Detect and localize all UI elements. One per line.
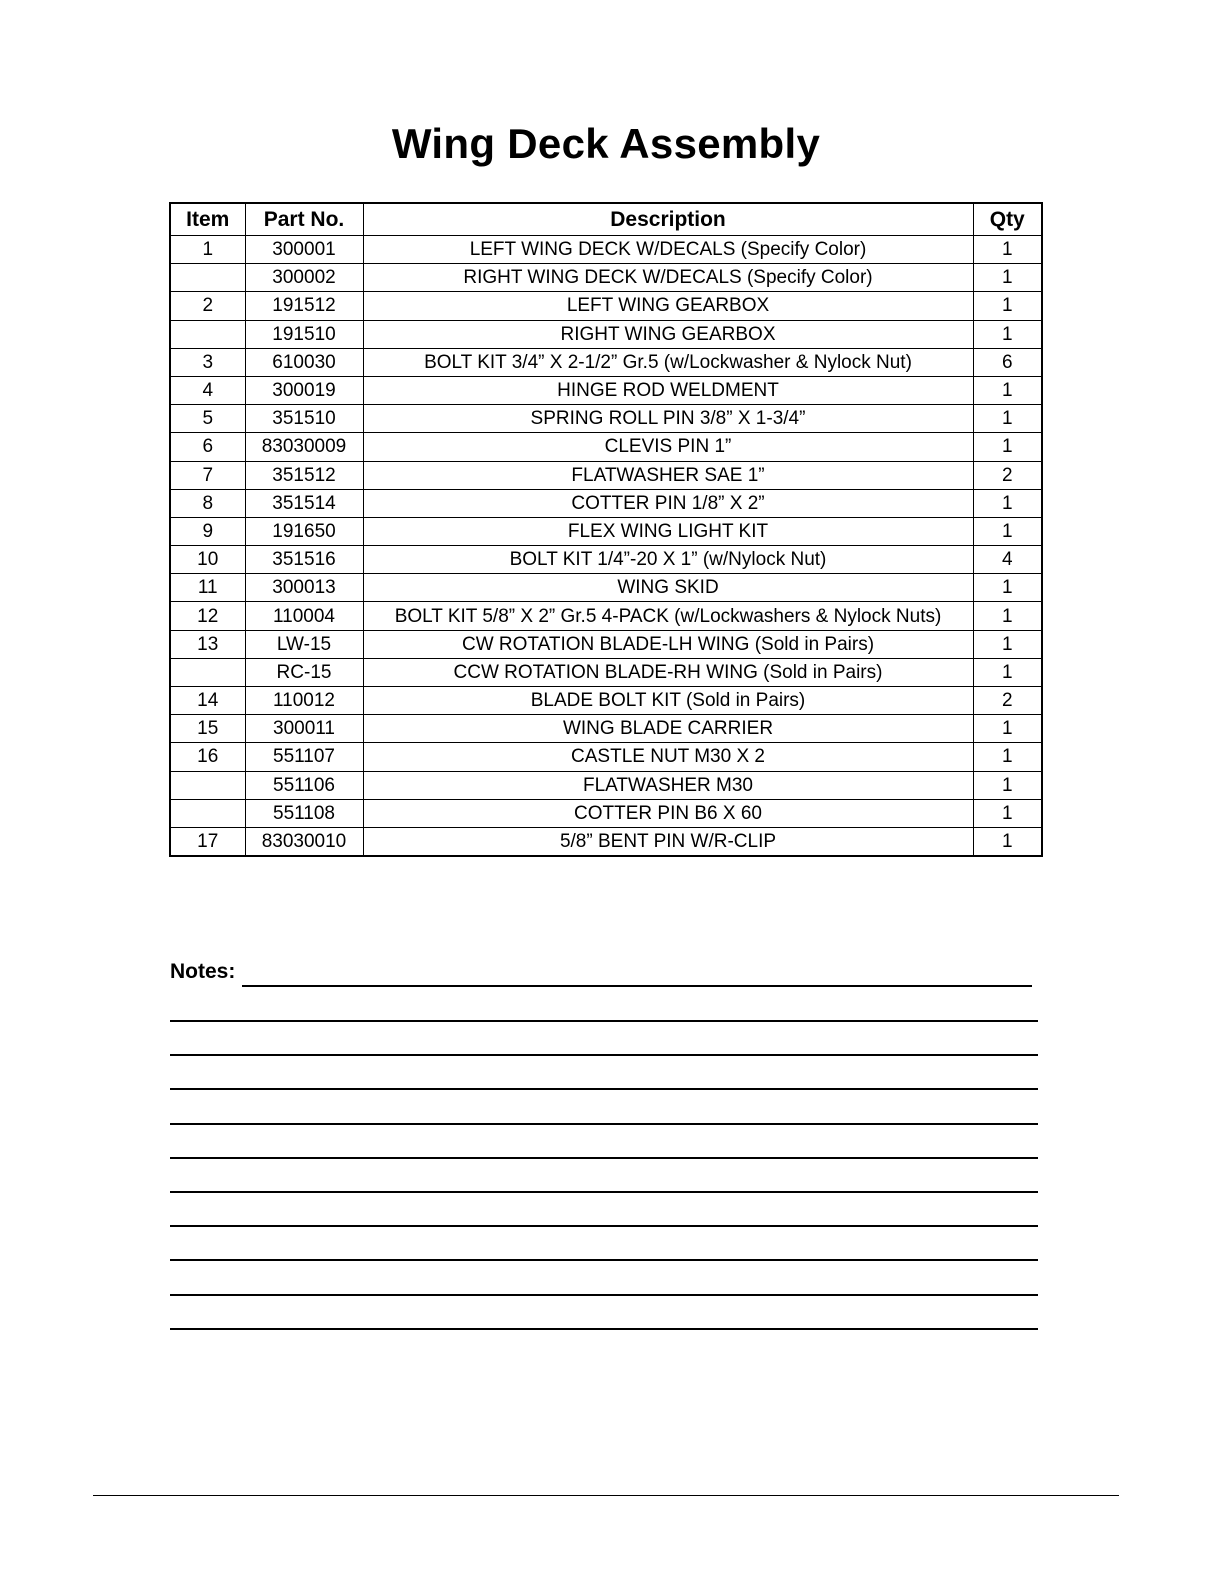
cell-item: 1 (170, 236, 245, 264)
cell-qty: 1 (973, 264, 1042, 292)
notes-line (170, 1294, 1038, 1296)
notes-label: Notes: (170, 960, 236, 983)
cell-part-no: 300013 (245, 574, 363, 602)
cell-item (170, 771, 245, 799)
cell-part-no: 300001 (245, 236, 363, 264)
header-qty: Qty (973, 203, 1042, 236)
cell-part-no: 351514 (245, 489, 363, 517)
cell-description: LEFT WING DECK W/DECALS (Specify Color) (363, 236, 973, 264)
parts-table-body (170, 236, 1042, 857)
cell-item: 3 (170, 348, 245, 376)
cell-description: BOLT KIT 5/8” X 2” Gr.5 4-PACK (w/Lockwashers & Nylock Nuts) (363, 602, 973, 630)
cell-qty: 1 (973, 827, 1042, 856)
notes-line (170, 1088, 1038, 1090)
cell-item: 6 (170, 433, 245, 461)
cell-qty: 2 (973, 687, 1042, 715)
notes-line (170, 1259, 1038, 1261)
cell-item: 10 (170, 546, 245, 574)
cell-description: BOLT KIT 1/4”-20 X 1” (w/Nylock Nut) (363, 546, 973, 574)
table-row (170, 517, 1042, 545)
cell-part-no: 300002 (245, 264, 363, 292)
cell-item (170, 799, 245, 827)
cell-item: 13 (170, 630, 245, 658)
cell-part-no: 351516 (245, 546, 363, 574)
header-description: Description (363, 203, 973, 236)
cell-description: CCW ROTATION BLADE-RH WING (Sold in Pairs) (363, 658, 973, 686)
table-row (170, 348, 1042, 376)
cell-part-no: 610030 (245, 348, 363, 376)
cell-description: FLATWASHER SAE 1” (363, 461, 973, 489)
cell-part-no: 191512 (245, 292, 363, 320)
cell-description: COTTER PIN 1/8” X 2” (363, 489, 973, 517)
cell-qty: 1 (973, 376, 1042, 404)
cell-qty: 1 (973, 799, 1042, 827)
cell-qty: 1 (973, 292, 1042, 320)
cell-description: RIGHT WING GEARBOX (363, 320, 973, 348)
cell-qty: 1 (973, 489, 1042, 517)
cell-qty: 1 (973, 574, 1042, 602)
cell-part-no: 351510 (245, 405, 363, 433)
cell-part-no: 83030009 (245, 433, 363, 461)
cell-part-no: 551107 (245, 743, 363, 771)
cell-description: RIGHT WING DECK W/DECALS (Specify Color) (363, 264, 973, 292)
notes-first-line (242, 985, 1032, 987)
table-row (170, 574, 1042, 602)
cell-qty: 2 (973, 461, 1042, 489)
table-row (170, 546, 1042, 574)
cell-qty: 4 (973, 546, 1042, 574)
table-row (170, 771, 1042, 799)
table-row (170, 489, 1042, 517)
table-row (170, 376, 1042, 404)
cell-part-no: RC-15 (245, 658, 363, 686)
cell-item: 8 (170, 489, 245, 517)
cell-item: 5 (170, 405, 245, 433)
cell-qty: 1 (973, 715, 1042, 743)
table-row (170, 461, 1042, 489)
cell-description: CASTLE NUT M30 X 2 (363, 743, 973, 771)
cell-description: HINGE ROD WELDMENT (363, 376, 973, 404)
table-row (170, 405, 1042, 433)
cell-part-no: 110012 (245, 687, 363, 715)
notes-line (170, 1123, 1038, 1125)
cell-description: CW ROTATION BLADE-LH WING (Sold in Pairs) (363, 630, 973, 658)
cell-description: BLADE BOLT KIT (Sold in Pairs) (363, 687, 973, 715)
cell-description: WING BLADE CARRIER (363, 715, 973, 743)
cell-part-no: 351512 (245, 461, 363, 489)
cell-part-no: 83030010 (245, 827, 363, 856)
table-row (170, 715, 1042, 743)
table-row (170, 799, 1042, 827)
cell-qty: 1 (973, 236, 1042, 264)
notes-line (170, 1157, 1038, 1159)
cell-qty: 1 (973, 743, 1042, 771)
table-row (170, 630, 1042, 658)
cell-description: LEFT WING GEARBOX (363, 292, 973, 320)
cell-qty: 1 (973, 320, 1042, 348)
cell-part-no: 300011 (245, 715, 363, 743)
cell-part-no: LW-15 (245, 630, 363, 658)
cell-item: 2 (170, 292, 245, 320)
table-row (170, 687, 1042, 715)
cell-description: COTTER PIN B6 X 60 (363, 799, 973, 827)
cell-part-no: 191510 (245, 320, 363, 348)
cell-qty: 1 (973, 602, 1042, 630)
cell-item: 14 (170, 687, 245, 715)
cell-qty: 1 (973, 658, 1042, 686)
cell-item: 7 (170, 461, 245, 489)
cell-item: 4 (170, 376, 245, 404)
table-row (170, 264, 1042, 292)
cell-part-no: 110004 (245, 602, 363, 630)
cell-description: FLEX WING LIGHT KIT (363, 517, 973, 545)
header-part-no: Part No. (245, 203, 363, 236)
parts-table (169, 202, 1043, 857)
cell-qty: 1 (973, 630, 1042, 658)
cell-item: 17 (170, 827, 245, 856)
cell-part-no: 551106 (245, 771, 363, 799)
cell-qty: 1 (973, 517, 1042, 545)
cell-item: 15 (170, 715, 245, 743)
cell-description: WING SKID (363, 574, 973, 602)
table-row (170, 433, 1042, 461)
page-title: Wing Deck Assembly (391, 120, 821, 167)
table-row (170, 743, 1042, 771)
cell-item: 16 (170, 743, 245, 771)
table-row (170, 292, 1042, 320)
cell-item: 12 (170, 602, 245, 630)
cell-qty: 1 (973, 405, 1042, 433)
table-row (170, 320, 1042, 348)
cell-item: 9 (170, 517, 245, 545)
notes-line (170, 1020, 1038, 1022)
cell-qty: 6 (973, 348, 1042, 376)
cell-description: 5/8” BENT PIN W/R-CLIP (363, 827, 973, 856)
notes-line (170, 1225, 1038, 1227)
cell-description: FLATWASHER M30 (363, 771, 973, 799)
cell-part-no: 551108 (245, 799, 363, 827)
table-row (170, 236, 1042, 264)
header-item: Item (170, 203, 245, 236)
footer-divider (93, 1495, 1119, 1496)
cell-item (170, 658, 245, 686)
notes-line (170, 1328, 1038, 1330)
cell-description: CLEVIS PIN 1” (363, 433, 973, 461)
table-row (170, 827, 1042, 856)
table-row (170, 602, 1042, 630)
cell-description: BOLT KIT 3/4” X 2-1/2” Gr.5 (w/Lockwasher & Nylock Nut) (363, 348, 973, 376)
table-row (170, 658, 1042, 686)
notes-line (170, 1054, 1038, 1056)
cell-qty: 1 (973, 771, 1042, 799)
cell-description: SPRING ROLL PIN 3/8” X 1-3/4” (363, 405, 973, 433)
table-header-row (170, 203, 1042, 236)
cell-part-no: 300019 (245, 376, 363, 404)
cell-part-no: 191650 (245, 517, 363, 545)
notes-line (170, 1191, 1038, 1193)
cell-item: 11 (170, 574, 245, 602)
cell-item (170, 320, 245, 348)
cell-item (170, 264, 245, 292)
cell-qty: 1 (973, 433, 1042, 461)
